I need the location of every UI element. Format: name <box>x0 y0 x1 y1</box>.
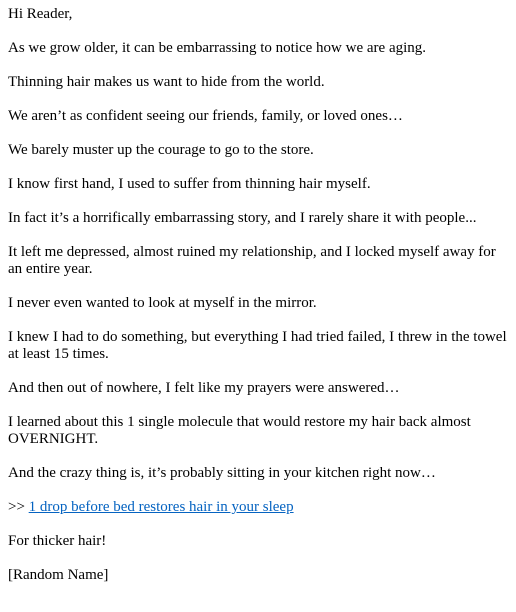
paragraph-tried: I knew I had to do something, but everything I had tried failed, I threw in the towel at least 15 times. <box>8 329 507 362</box>
paragraph-molecule: I learned about this 1 single molecule that would restore my hair back almost OVERNIGHT. <box>8 414 471 447</box>
paragraph-prayers: And then out of nowhere, I felt like my prayers were answered… <box>8 380 400 396</box>
cta-link[interactable]: 1 drop before bed restores hair in your sleep <box>28 499 294 515</box>
cta-line <box>8 499 508 516</box>
paragraph-first-hand: I know first hand, I used to suffer from thinning hair myself. <box>8 176 371 192</box>
paragraph-confidence: We aren’t as confident seeing our friends, family, or loved ones… <box>8 108 403 124</box>
paragraph-kitchen: And the crazy thing is, it’s probably sitting in your kitchen right now… <box>8 465 436 481</box>
paragraph-depressed: It left me depressed, almost ruined my relationship, and I locked myself away for an entire year. <box>8 244 496 277</box>
paragraph-hide: Thinning hair makes us want to hide from the world. <box>8 74 325 90</box>
cta-prefix: >> <box>8 499 29 515</box>
paragraph-store: We barely muster up the courage to go to the store. <box>8 142 314 158</box>
signature: [Random Name] <box>8 567 109 583</box>
paragraph-aging: As we grow older, it can be embarrassing to notice how we are aging. <box>8 40 427 56</box>
greeting: Hi Reader, <box>8 6 73 22</box>
closing: For thicker hair! <box>8 533 107 549</box>
paragraph-story: In fact it’s a horrifically embarrassing story, and I rarely share it with people... <box>8 210 477 226</box>
paragraph-mirror: I never even wanted to look at myself in the mirror. <box>8 295 317 311</box>
